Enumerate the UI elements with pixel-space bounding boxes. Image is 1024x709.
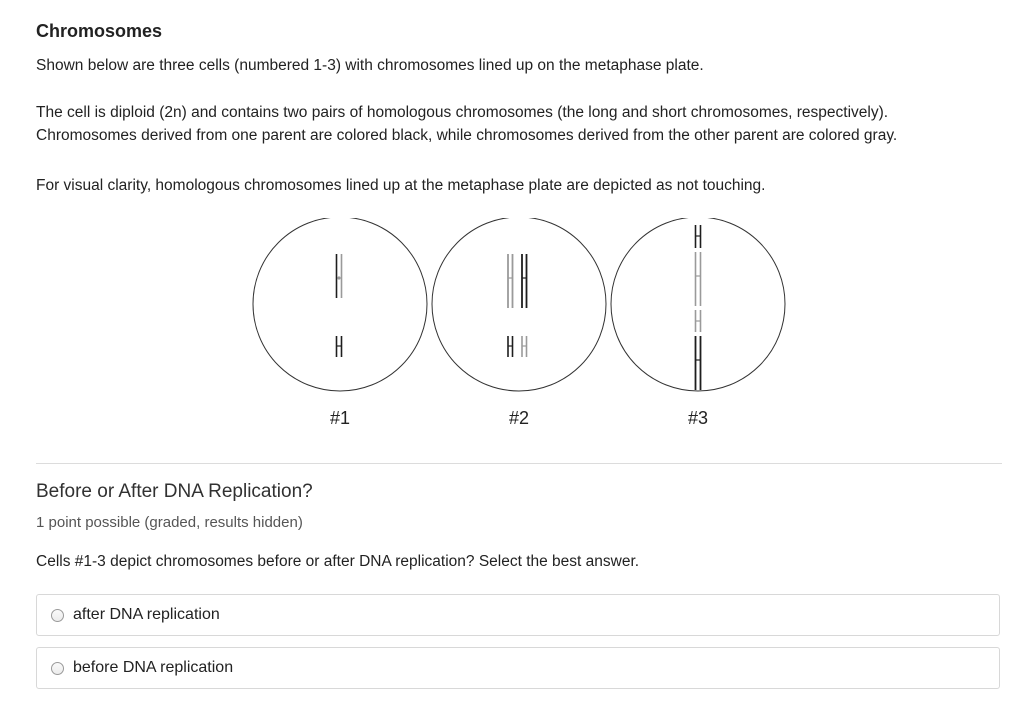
intro-paragraph-1: Shown below are three cells (numbered 1-3) with chromosomes lined up on the metaphase plate. — [36, 57, 704, 74]
radio-before[interactable] — [51, 662, 64, 675]
question-text: Cells #1-3 depict chromosomes before or after DNA replication? Select the best answer. — [36, 553, 640, 570]
cell-2-long-chromosome-pair — [508, 254, 527, 308]
cell-3-membrane — [611, 218, 785, 391]
answer-option-after-label: after DNA replication — [73, 606, 220, 623]
radio-after[interactable] — [51, 609, 64, 622]
cell-3-short-chromosome-gray — [696, 310, 701, 332]
cell-2-membrane — [432, 218, 606, 391]
cell-1-short-chromosome-pair — [337, 336, 342, 357]
cell-2-short-chromosome-pair — [508, 336, 527, 357]
cell-1-membrane — [253, 218, 427, 391]
cell-3 — [611, 218, 785, 428]
answer-option-after[interactable] — [36, 594, 1000, 636]
question-points: 1 point possible (graded, results hidden) — [36, 514, 303, 531]
cell-2 — [432, 218, 606, 428]
cell-1-long-chromosome-pair — [337, 254, 342, 298]
cell-1-label: #1 — [329, 408, 351, 428]
cell-3-long-chromosome-black — [696, 336, 701, 390]
cell-3-long-chromosome-gray — [696, 252, 701, 306]
intro-paragraph-2-line-1: The cell is diploid (2n) and contains two pairs of homologous chromosomes (the long and short chromosomes, respectively). — [36, 104, 889, 121]
answer-option-before[interactable] — [36, 647, 1000, 689]
question-title: Before or After DNA Replication? — [36, 481, 313, 502]
intro-paragraph-2 — [36, 101, 897, 147]
cell-3-short-chromosome-top — [696, 225, 701, 248]
intro-paragraph-2-line-2: Chromosomes derived from one parent are colored black, while chromosomes derived from the other parent are colored gray. — [36, 127, 898, 144]
answer-option-before-label: before DNA replication — [73, 659, 234, 676]
cell-2-label: #2 — [508, 408, 530, 428]
intro-paragraph-3: For visual clarity, homologous chromosomes lined up at the metaphase plate are depicted as not touching. — [36, 177, 766, 194]
cell-1 — [253, 218, 427, 428]
cells-figure — [246, 218, 792, 434]
section-divider — [36, 463, 1002, 464]
section-title: Chromosomes — [36, 21, 163, 41]
cell-3-label: #3 — [687, 408, 709, 428]
